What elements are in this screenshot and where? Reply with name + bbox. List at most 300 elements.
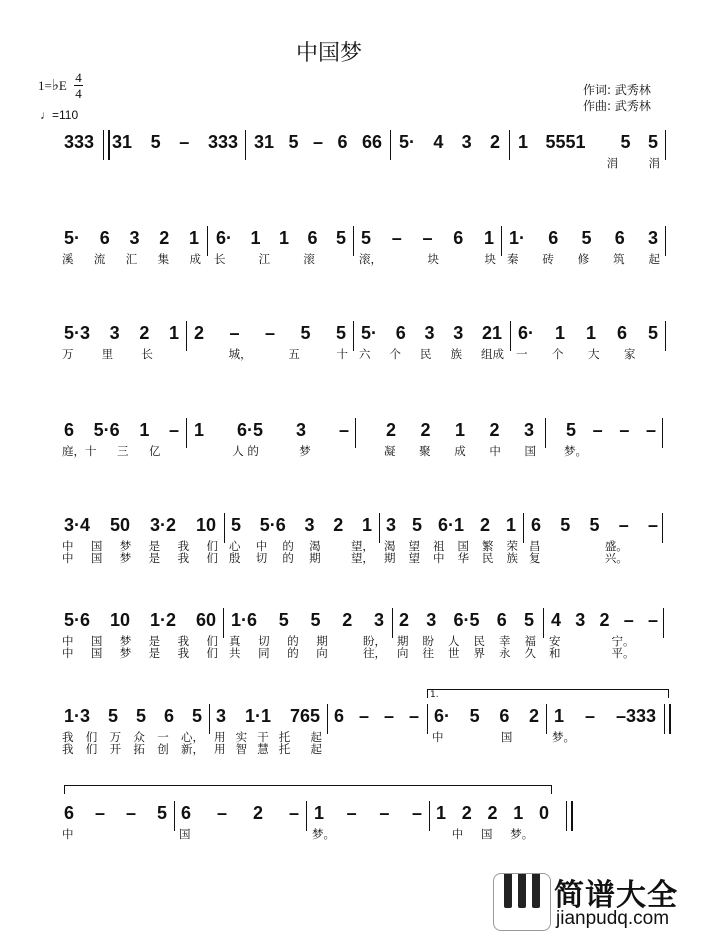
note: 3·4 [64,515,91,535]
notes [64,132,94,153]
note: 1 [250,228,261,248]
note: 2 [139,323,150,343]
note: 3 [647,228,658,248]
note: – [411,803,422,823]
lyric-syllable: 慧 [257,742,269,756]
lyric-syllable: 是 [148,539,161,553]
lyric-syllable: 福 [524,634,536,648]
note: 1 [278,228,289,248]
note: 6 [64,803,75,823]
notes [361,323,502,344]
note: 5 [135,706,146,726]
note: 6·5 [453,610,480,630]
lyric-syllable: 盼， [362,634,386,648]
notes [518,323,658,344]
note: 5 [231,515,242,535]
lyric-syllable: 中 [451,827,464,841]
lyric-syllable: 真 [229,634,241,648]
time-signature [74,70,83,101]
lyric-syllable: 干 [257,730,269,744]
note: 6· [434,706,451,726]
note: 1 [139,420,150,440]
lyric-syllable: 滚， [359,252,382,266]
note: 765 [289,706,320,726]
lyrics-line [434,826,551,842]
note: 5· [64,228,81,248]
lyrics-line [384,550,518,566]
barline [510,321,511,351]
notes [399,132,500,153]
lyric-syllable: 祖 [433,539,445,553]
lyric-syllable: 繁 [482,539,494,553]
lyric-syllable: 聚 [419,444,431,458]
lyric-syllable: 溪 [62,252,74,266]
barline [665,321,666,351]
note: 4 [433,132,444,152]
score-row [0,323,713,383]
lyric-syllable: 望 [408,539,420,553]
note: – [623,610,634,630]
notes [64,323,179,344]
barline [245,130,246,160]
note: 2 [487,803,498,823]
note: 1·3 [64,706,91,726]
barline [209,704,210,734]
lyrics-line [229,550,374,566]
measure [210,228,352,288]
double-barline [103,130,110,160]
measure [58,228,205,288]
measure [58,132,100,192]
lyric-syllable: 华 [457,551,469,565]
measure [380,515,522,575]
note: – [647,515,658,535]
lyric-syllable: 梦 [119,539,132,553]
note: – [125,803,136,823]
note: 5· [361,323,378,343]
note: 3 [295,420,306,440]
lyrics-line [529,550,660,566]
lyric-syllable: 往 [422,646,434,660]
lyric-syllable: 世 [448,646,460,660]
lyric-syllable: 复 [529,551,541,565]
note: 1 [483,228,494,248]
lyric-syllable: 用 [214,742,226,756]
note: 6·5 [236,420,263,440]
note: 3 [304,515,315,535]
lyrics-line [432,729,541,745]
lyric-syllable: 幸 [499,634,511,648]
note: 2 [461,803,472,823]
note: 1 [505,515,516,535]
note: 2 [252,803,263,823]
lyric-syllable: 们 [85,742,98,756]
notes [112,132,238,153]
lyric-syllable: 中 [62,634,74,648]
note: 1 [436,803,447,823]
lyrics-line [192,346,348,362]
note: 5 [150,132,161,152]
barline [223,608,224,638]
notes [334,706,419,727]
note: 5 [647,132,658,152]
lyrics-line [179,826,301,842]
note: 5·6 [259,515,286,535]
lyric-syllable: 集 [157,252,170,266]
measure [188,420,355,480]
note: 1 [518,132,529,152]
notes [194,420,349,441]
lyric-syllable: 城， [228,347,252,361]
lyric-syllable: 是 [148,646,161,660]
barline [665,226,666,256]
lyric-syllable: 国 [90,634,103,648]
note: 3 [424,323,435,343]
note: 31 [254,132,275,152]
notes [216,228,346,249]
lyric-syllable: 国 [90,551,103,565]
measure [58,610,222,670]
note: – [168,420,179,440]
notes [554,706,656,727]
lyric-syllable: 的 [282,551,294,565]
lyricist-credit: 作词: 武秀林 [583,83,651,97]
lyric-syllable: 兴。 [604,551,628,565]
note: 5 [620,132,631,152]
note: 5 [581,228,592,248]
measure [393,610,540,670]
lyric-syllable: 梦 [119,634,132,648]
note: 6 [181,803,192,823]
lyrics-line [62,826,169,842]
volta-label: 1. [430,690,439,700]
composer-credit: 作曲: 武秀林 [583,99,651,113]
lyric-syllable: 国 [481,827,493,841]
barline [353,226,354,256]
note: –333 [615,706,656,726]
barline [353,321,354,351]
lyrics-line [229,645,386,661]
barline [379,513,380,543]
note: 1 [585,323,596,343]
notes [386,420,534,441]
piano-keys-icon [493,873,551,931]
note: – [408,706,419,726]
note: 2 [194,323,205,343]
note: 2 [479,515,490,535]
lyric-syllable: 大 [588,347,600,361]
flat-icon: ♭ [51,78,59,94]
time-bottom: 4 [75,86,82,101]
lyric-syllable: 一 [516,347,528,361]
barline [665,130,666,160]
lyric-syllable: 托 [278,742,291,756]
barline [523,513,524,543]
note: 66 [361,132,382,152]
lyrics-line [549,645,660,661]
lyric-syllable: 人 [448,634,460,648]
note: 1 [314,803,325,823]
lyric-syllable: 起 [648,252,660,266]
lyric-syllable: 昌 [529,539,541,553]
note: 3 [109,323,120,343]
lyric-syllable: 凝 [384,444,396,458]
lyric-syllable: 国 [457,539,469,553]
double-barline [664,704,671,734]
note: 5 [523,610,534,630]
note: – [338,420,349,440]
lyric-syllable: 我 [62,730,74,744]
note: – [358,706,369,726]
note: – [94,803,105,823]
note: 1 [168,323,179,343]
barline [427,704,428,734]
lyric-syllable: 实 [235,730,248,744]
note: 21 [481,323,502,343]
lyric-syllable: 新， [180,742,204,756]
note: 6 [99,228,110,248]
lyric-syllable: 用 [214,730,226,744]
note: 6 [453,228,464,248]
lyric-syllable: 是 [148,634,161,648]
notes [64,515,216,536]
lyric-syllable: 中 [489,444,501,458]
note: 2 [342,610,353,630]
note: 0 [538,803,549,823]
lyric-syllable: 久 [524,646,536,660]
lyric-syllable: 们 [206,634,218,648]
notes [531,515,658,536]
note: 1 [513,803,524,823]
quarter-note-icon: ♩ [40,108,52,122]
note: 6 [334,706,345,726]
note: 2 [489,132,500,152]
note: 3 [216,706,227,726]
measure [58,420,185,480]
lyric-syllable: 向 [397,646,409,660]
note: 5 [647,323,658,343]
note: 5551 [545,132,586,152]
barline [509,130,510,160]
note: 2 [386,420,397,440]
measure [512,323,664,383]
lyric-syllable: 中 [62,646,74,660]
lyric-syllable: 个 [389,347,401,361]
note: – [288,803,299,823]
lyric-syllable: 庭，十 [62,444,97,458]
note: 1 [188,228,199,248]
lyric-syllable: 国 [90,539,103,553]
note: 31 [112,132,133,152]
notes [181,803,299,824]
lyric-syllable: 盛。 [604,539,628,553]
lyrics-line [359,346,504,362]
note: – [391,228,402,248]
barline [543,608,544,638]
notes [194,323,346,344]
measure [58,515,222,575]
note: – [346,803,357,823]
lyric-syllable: 六 [359,347,371,361]
note: – [383,706,394,726]
measure [560,420,662,480]
lyric-syllable: 中 [432,730,444,744]
lyric-syllable: 民 [482,551,494,565]
lyric-syllable: 宁。 [611,634,635,648]
barline [186,321,187,351]
notes [551,610,658,631]
lyrics-line [62,741,204,757]
barline [545,418,546,448]
lyric-syllable: 成 [454,444,466,458]
note: – [618,515,629,535]
lyric-syllable: 们 [206,539,218,553]
lyric-syllable: 的 [287,634,299,648]
note: – [619,420,630,440]
key-note: E [58,78,67,93]
notes [254,132,382,153]
lyrics-line [359,251,496,267]
measure [548,706,662,766]
measure [225,515,378,575]
lyric-syllable: 期 [397,634,409,648]
lyric-syllable: 我 [177,551,190,565]
measure [248,132,388,192]
double-barline [566,801,573,831]
barline [663,608,664,638]
measure [512,132,664,192]
note: 5 [469,706,480,726]
note: 2 [159,228,170,248]
score-row [0,706,713,766]
lyric-syllable: 块 [427,252,439,266]
lyric-syllable: 万 [109,730,122,744]
note: – [645,420,656,440]
logo-name: 简谱大全 [554,878,678,913]
key-label: 1= [38,78,52,93]
barline [392,608,393,638]
notes [64,420,179,441]
note: 5·6 [64,610,91,630]
lyric-syllable: 中 [62,827,74,841]
note: 2 [528,706,539,726]
lyric-syllable: 梦 [119,551,132,565]
measure [525,515,664,575]
notes [434,706,539,727]
score-row [0,132,713,192]
lyric-syllable: 期 [309,551,321,565]
lyric-syllable: 梦 [119,646,132,660]
volta-bracket [427,689,669,698]
lyrics-line [62,443,181,459]
note: 5 [560,515,571,535]
note: 333 [207,132,238,152]
lyric-syllable: 安 [549,634,561,648]
measure [106,132,244,192]
note: 6 [616,323,627,343]
note: 6 [548,228,559,248]
lyric-syllable: 我 [177,634,190,648]
lyrics-line [214,741,322,757]
note: 2 [599,610,610,630]
note: 5 [156,803,167,823]
lyric-syllable: 民 [420,347,432,361]
lyric-syllable: 长 [214,252,226,266]
note: 5 [589,515,600,535]
lyric-syllable: 们 [206,646,218,660]
notes [509,228,658,249]
lyric-syllable: 汇 [125,252,138,266]
note: 3 [373,610,384,630]
measure [328,706,425,766]
note: – [216,803,227,823]
lyric-syllable: 智 [235,742,248,756]
note: 6· [216,228,233,248]
note: 6 [337,132,348,152]
lyric-syllable: 的 [287,646,299,660]
note: 5·6 [93,420,120,440]
lyric-syllable: 梦。 [564,444,587,458]
note: 6 [496,610,507,630]
note: 5 [310,610,321,630]
lyric-syllable: 滚 [303,252,315,266]
measure [355,228,500,288]
lyrics-line [384,443,536,459]
barline [306,801,307,831]
note: 3 [523,420,534,440]
lyric-syllable: 同 [258,646,270,660]
lyric-syllable: 五 [288,347,300,361]
barline [546,704,547,734]
note: 5 [335,228,346,248]
barline [429,801,430,831]
note: 3 [426,610,437,630]
lyric-syllable: 族 [450,347,462,361]
note: 5 [335,323,346,343]
lyric-syllable: 们 [206,551,218,565]
lyric-syllable: 万 [62,347,74,361]
note: 10 [109,610,131,630]
barline [224,513,225,543]
lyrics-line [516,346,660,362]
lyric-syllable: 中 [255,539,268,553]
barline [174,801,175,831]
note: 3 [461,132,472,152]
measure [430,803,555,863]
lyric-syllable: 涓 [606,156,619,170]
notes [231,610,384,631]
note: 5 [278,610,289,630]
lyric-syllable: 里 [101,347,114,361]
measure [225,610,390,670]
measure [58,803,173,863]
note: 1·1 [244,706,271,726]
lyric-syllable: 一 [157,730,169,744]
lyric-syllable: 成 [189,252,201,266]
notes [314,803,422,824]
note: – [592,420,603,440]
note: 5·3 [64,323,91,343]
notes [361,228,494,249]
lyric-syllable: 开 [109,742,122,756]
lyric-syllable: 望， [350,539,374,553]
note: 3 [129,228,140,248]
lyric-syllable: 起 [310,742,322,756]
lyric-syllable: 国 [524,444,536,458]
lyric-syllable: 块 [484,252,496,266]
notes [64,228,199,249]
note: 5 [411,515,422,535]
